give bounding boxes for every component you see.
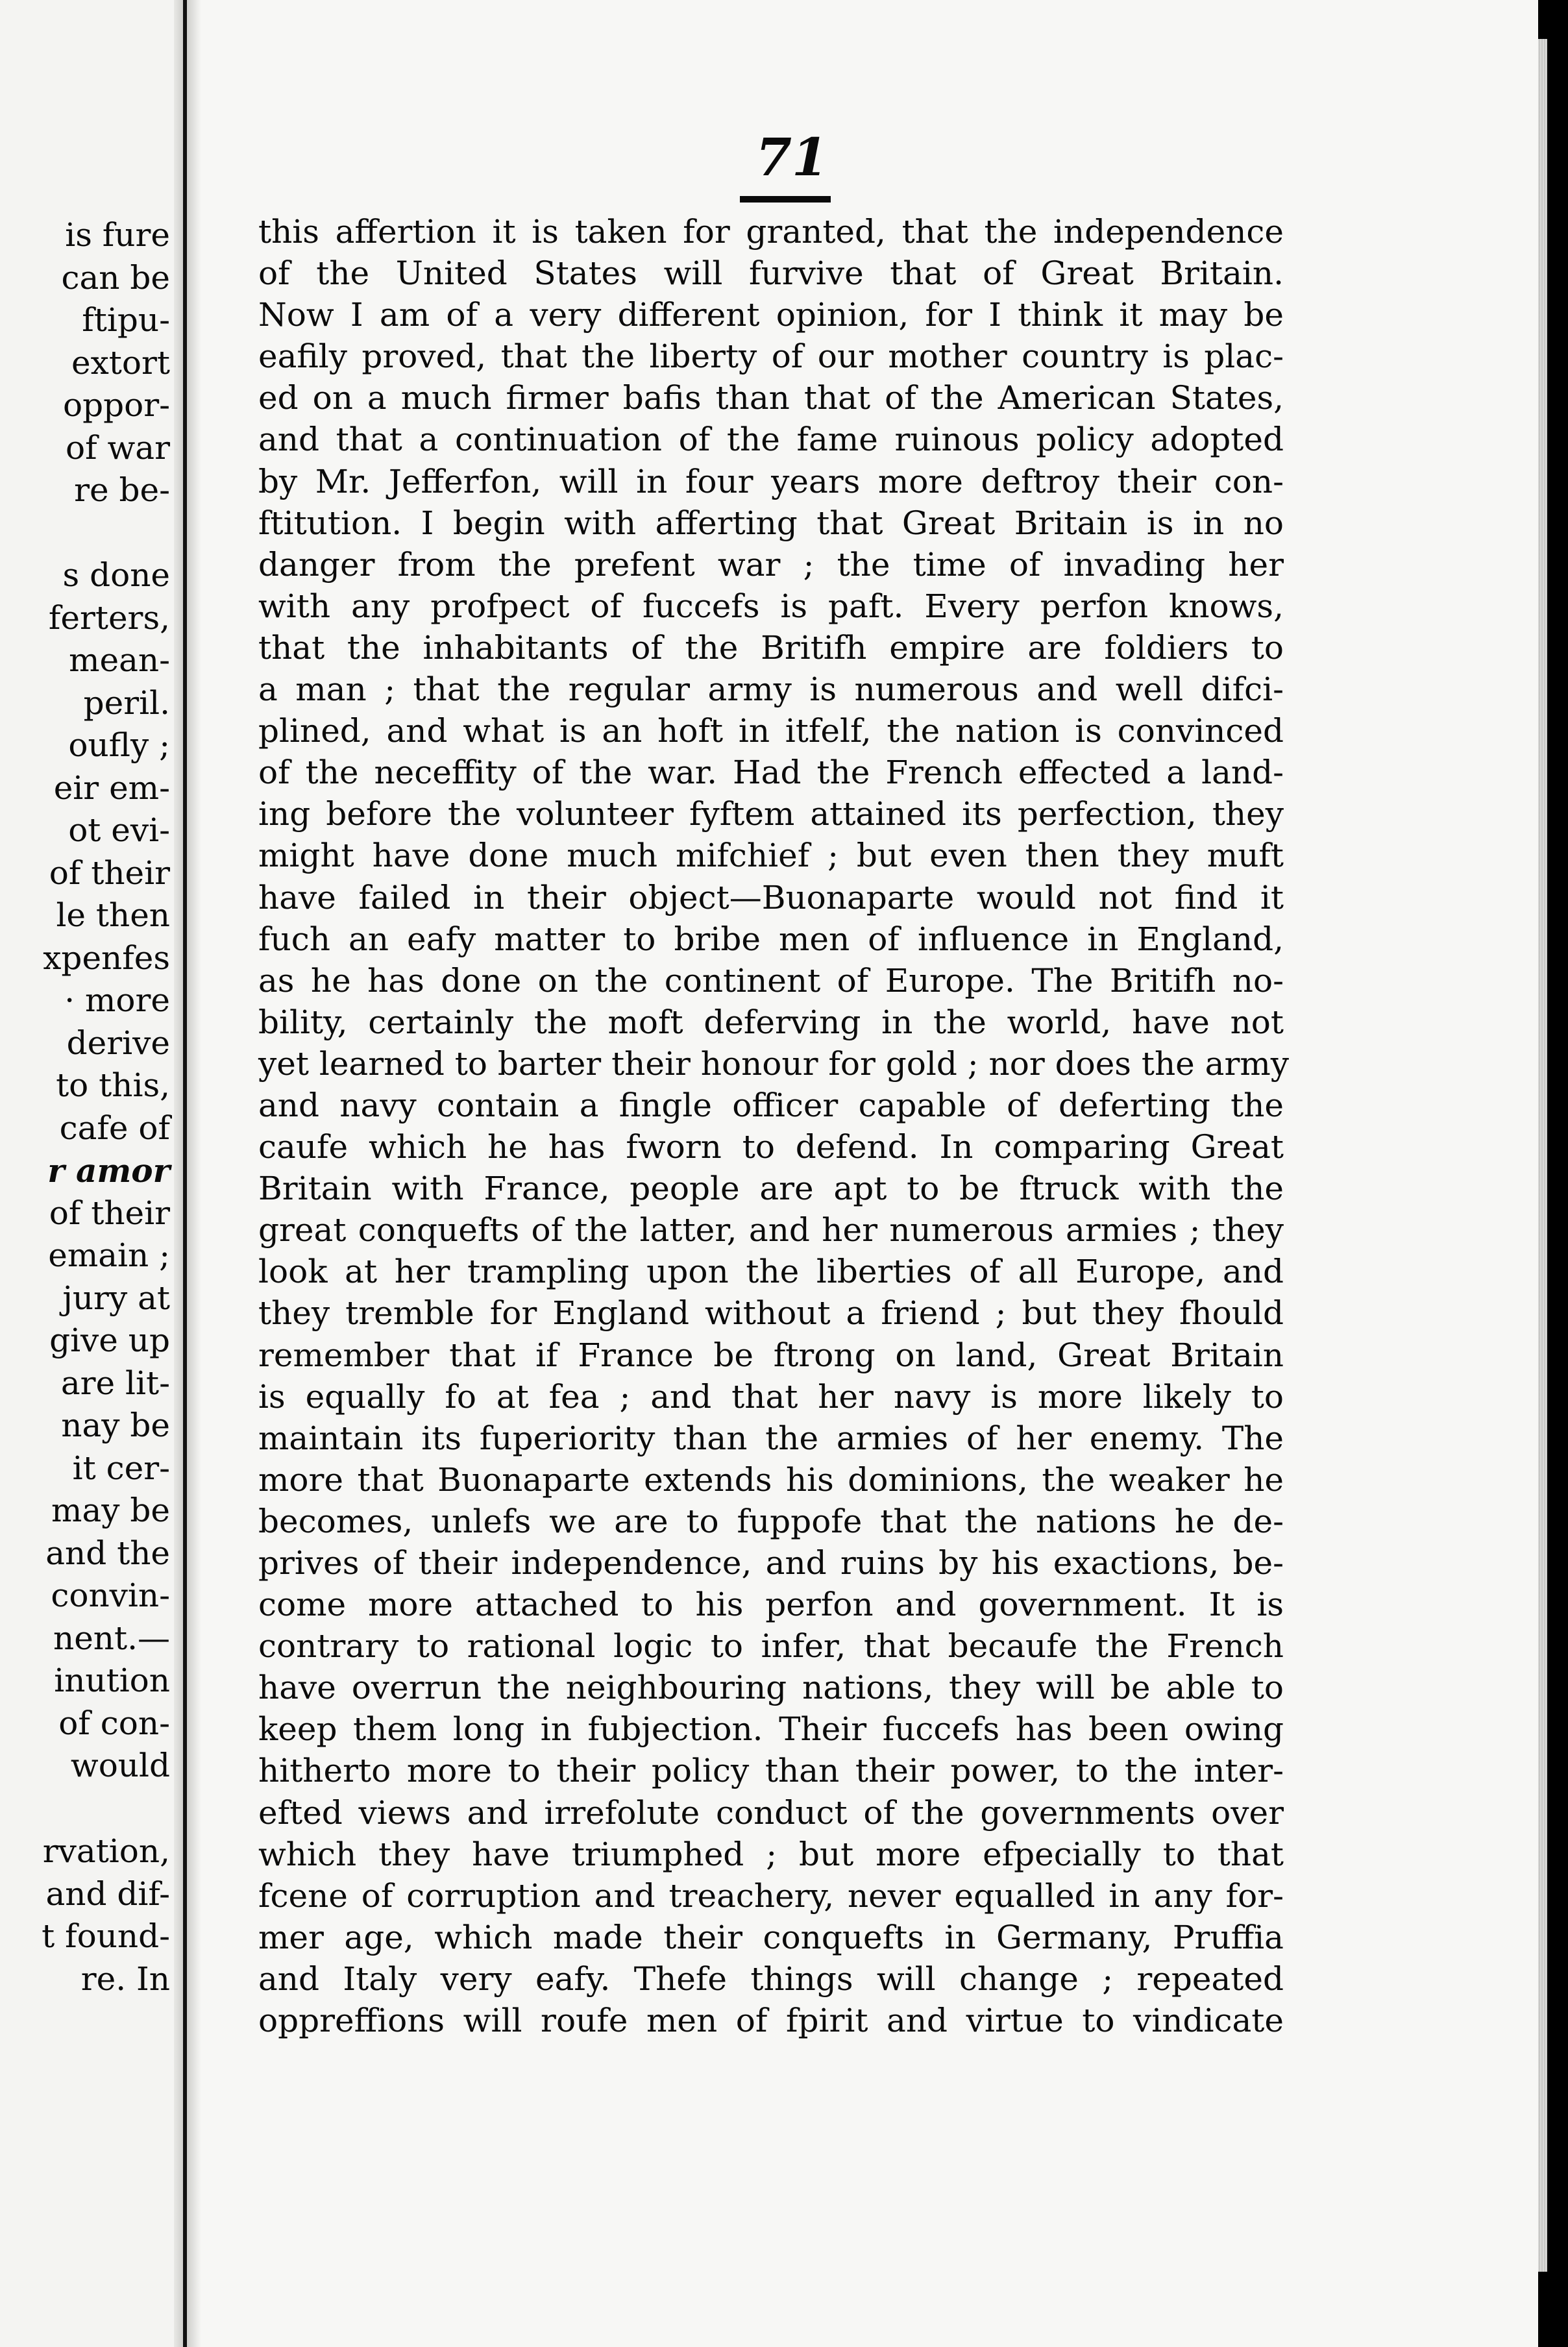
left-line: derive (66, 1024, 170, 1062)
text-line: fcene of corruption and treachery, never equalled in any for- (258, 1876, 1284, 1915)
left-line: ferters, (48, 598, 170, 637)
text-line: of the neceffity of the war. Had the French effected a land- (258, 754, 1284, 792)
left-page-text-top (0, 214, 174, 1788)
text-line: look at her trampling upon the liberties of all Europe, and (258, 1253, 1284, 1291)
left-line: jury at (62, 1279, 170, 1317)
left-line: and dif- (45, 1874, 170, 1913)
text-line: Britain with France, people are apt to be ftruck with the (258, 1170, 1284, 1208)
page-number-rule (740, 196, 831, 203)
left-line: · more (64, 981, 170, 1019)
left-line: rvation, (42, 1832, 170, 1870)
left-line: t found- (42, 1917, 170, 1955)
left-page-fragment (0, 0, 183, 2347)
left-line: emain ; (48, 1236, 170, 1274)
left-page-text-bottom (0, 1830, 174, 2000)
text-line: is equally fo at fea ; and that her navy is more likely to (258, 1377, 1284, 1416)
left-line: extort (71, 343, 170, 382)
left-line: nay be (61, 1407, 170, 1444)
text-line: as he has done on the continent of Europe. The Britifh no- (258, 961, 1284, 1000)
left-line: peril. (83, 683, 170, 722)
text-line: yet learned to barter their honour for gold ; nor does the army (258, 1044, 1290, 1083)
left-line: are lit- (60, 1364, 170, 1402)
left-line: eir em- (53, 768, 170, 807)
left-line: ot evi- (68, 811, 170, 849)
text-line: and Italy very eafy. Thefe things will change ; repeated (258, 1960, 1284, 1998)
left-line: oufly ; (68, 726, 170, 764)
text-line: might have done much mifchief ; but even then they muft (258, 837, 1284, 875)
left-line: mean- (69, 641, 170, 679)
text-line: eafily proved, that the liberty of our mother country is plac- (258, 338, 1284, 376)
text-line: ed on a much firmer bafis than that of the American States, (258, 379, 1284, 417)
text-line: plined, and what is an hoft in itfelf, the nation is convinced (258, 712, 1284, 750)
left-line: of their (49, 1194, 170, 1232)
text-line: great conquefts of the latter, and her numerous armies ; they (258, 1211, 1284, 1249)
left-gutter-shadow (174, 0, 183, 2347)
left-line: to this, (56, 1066, 170, 1104)
left-line: would (70, 1747, 170, 1784)
text-line: with any profpect of fuccefs is paft. Every perfon knows, (258, 587, 1284, 625)
text-line: that the inhabitants of the Britifh empire are foldiers to (258, 628, 1284, 667)
text-line: prives of their independence, and ruins by his exactions, be- (258, 1544, 1284, 1582)
left-line: s done (62, 556, 170, 594)
left-line: of war (65, 428, 170, 467)
left-line: xpenfes (43, 939, 170, 977)
text-line: maintain its fuperiority than the armies of her enemy. The (258, 1419, 1284, 1457)
text-line: contrary to rational logic to infer, that becaufe the French (258, 1627, 1284, 1665)
text-line: come more attached to his perfon and government. It is (258, 1586, 1284, 1624)
text-line: bility, certainly the moft deferving in the world, have not (258, 1003, 1284, 1041)
text-line: mer age, which made their conquefts in Germany, Pruffia (258, 1918, 1284, 1956)
left-line: of their (49, 854, 170, 892)
text-line: ftitution. I begin with afferting that Great Britain is in no (258, 504, 1284, 542)
text-line: fuch an eafy matter to bribe men of influence in England, (258, 920, 1284, 958)
left-line: may be (51, 1492, 170, 1529)
text-line: have failed in their object—Buonaparte would not find it (258, 878, 1284, 916)
left-line: cafe of (59, 1109, 170, 1147)
left-line (0, 512, 174, 555)
left-line: inution (54, 1662, 170, 1699)
page-number: 71 (755, 127, 828, 188)
text-line: which they have triumphed ; but more efpecially to that (258, 1835, 1284, 1873)
text-line: efted views and irrefolute conduct of the governments over (258, 1793, 1284, 1832)
left-line: re be- (74, 471, 170, 509)
text-line: they tremble for England without a friend ; but they fhould (258, 1294, 1284, 1333)
text-line: have overrun the neighbouring nations, they will be able to (258, 1669, 1284, 1707)
text-line: a man ; that the regular army is numerous and well difci- (258, 670, 1284, 709)
text-line: remember that if France be ftrong on land, Great Britain (258, 1336, 1284, 1374)
text-line: keep them long in fubjection. Their fuccefs has been owing (258, 1710, 1284, 1749)
left-line: nent.— (53, 1619, 170, 1657)
text-line: by Mr. Jefferfon, will in four years more deftroy their con- (258, 462, 1284, 500)
left-line: can be (61, 258, 170, 297)
left-line: is fure (65, 216, 170, 254)
body-text (258, 211, 1290, 2041)
left-line: and the (45, 1534, 170, 1572)
text-line: of the United States will furvive that of Great Britain. (258, 254, 1284, 293)
left-line: le then (56, 896, 170, 934)
left-line: oppor- (62, 386, 170, 424)
inner-gutter-shadow (187, 0, 201, 2347)
text-line: more that Buonaparte extends his dominions, the weaker he (258, 1460, 1284, 1499)
text-line: this affertion it is taken for granted, that the independence (258, 213, 1284, 251)
left-line: of con- (58, 1704, 170, 1742)
text-line: oppreffions will roufe men of fpirit and virtue to vindicate (258, 2002, 1284, 2040)
text-line: becomes, unlefs we are to fuppofe that the nations he de- (258, 1502, 1284, 1540)
text-line: hitherto more to their policy than their power, to the inter- (258, 1752, 1284, 1790)
left-line: ftipu- (82, 301, 170, 339)
text-line: ing before the volunteer fyftem attained its perfection, they (258, 795, 1284, 833)
left-line: re. In (80, 1960, 170, 1998)
left-line: give up (49, 1321, 170, 1359)
text-line: and that a continuation of the fame ruinous policy adopted (258, 421, 1284, 459)
left-line: it cer- (72, 1449, 170, 1487)
text-line: danger from the prefent war ; the time of invading her (258, 545, 1284, 584)
left-line: r amor (47, 1151, 170, 1190)
text-line: and navy contain a fingle officer capable of deferting the (258, 1086, 1284, 1124)
page-edges (1538, 39, 1547, 2272)
text-line: caufe which he has fworn to defend. In comparing Great (258, 1128, 1284, 1166)
left-line: convin- (51, 1577, 170, 1614)
text-line: Now I am of a very different opinion, for I think it may be (258, 296, 1284, 334)
